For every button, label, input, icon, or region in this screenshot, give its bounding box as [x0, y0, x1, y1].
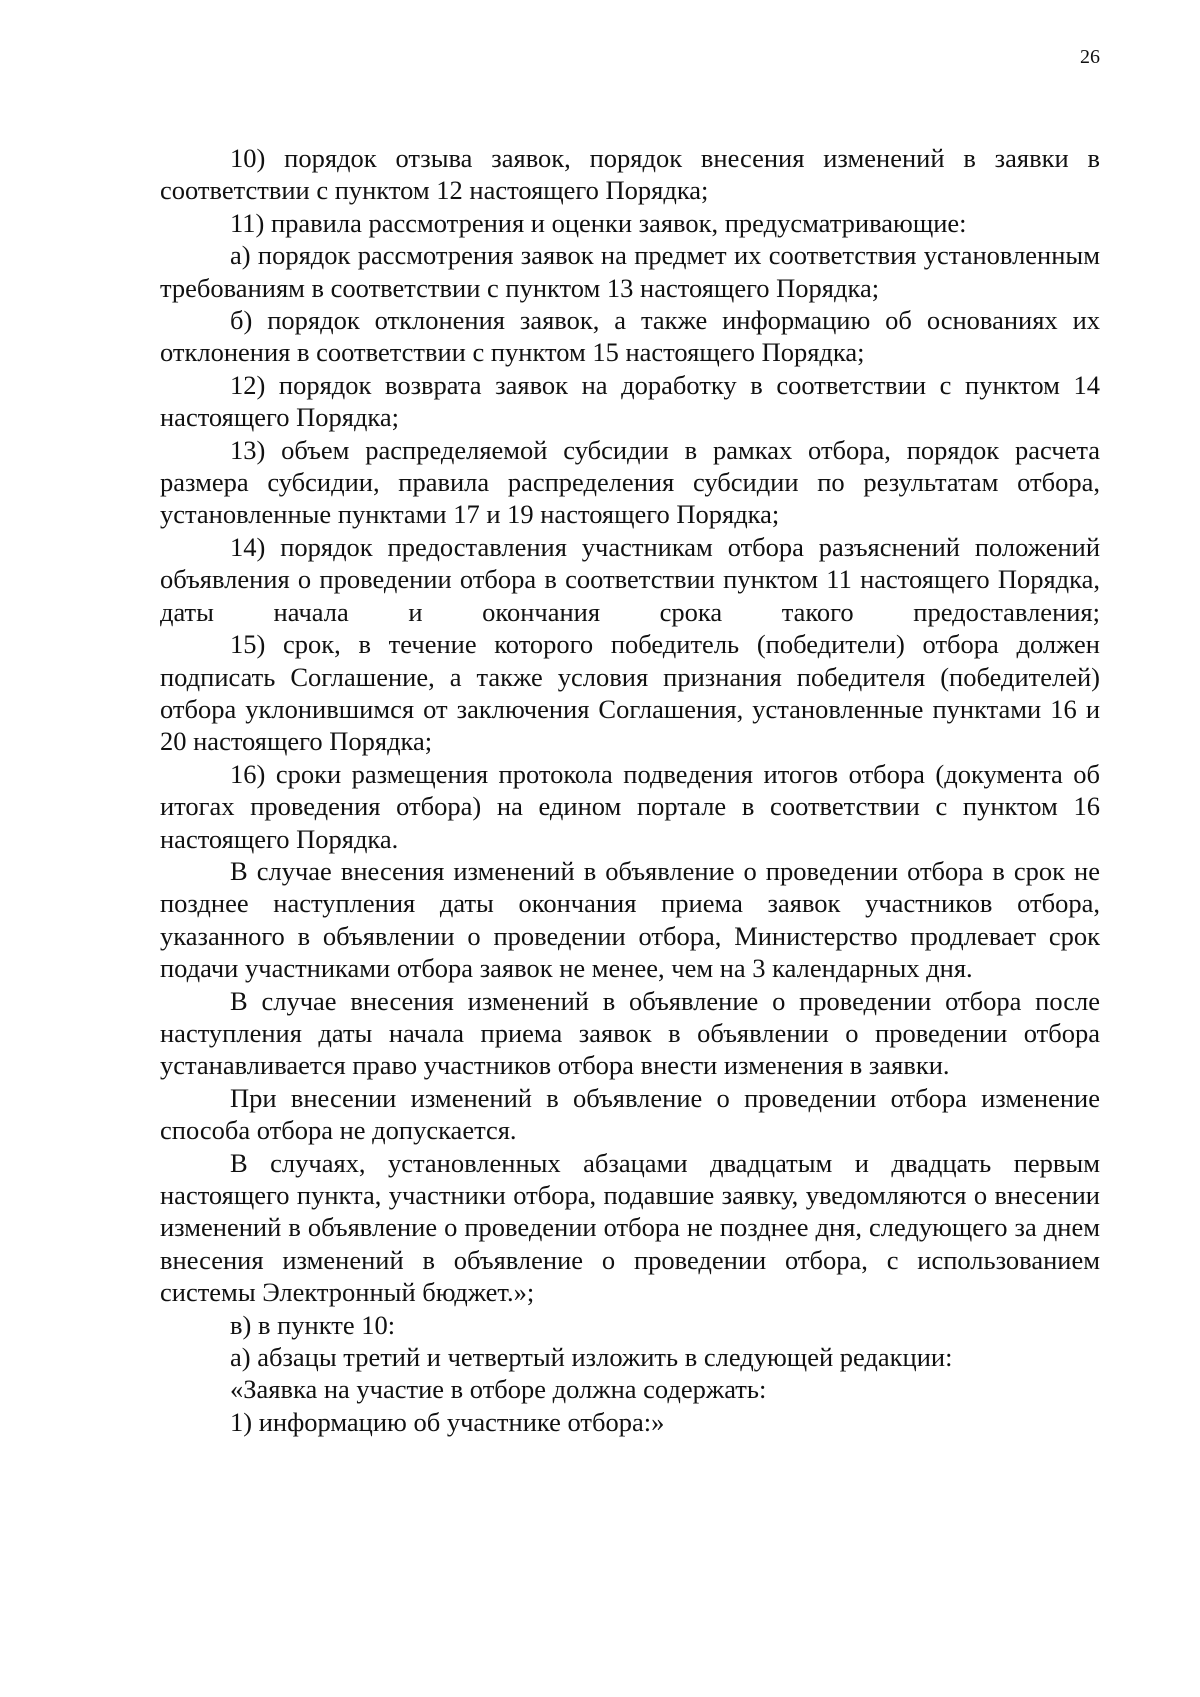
paragraph-item-12: 12) порядок возврата заявок на доработку в соответствии с пунктом 14 настоящего Порядка;	[160, 369, 1100, 433]
paragraph-change-after-start: В случае внесения изменений в объявление о проведении отбора после наступления даты начала приема заявок в объявлении о проведении отбора устанавливается право участников отбора внести изменения в заявки.	[160, 985, 1100, 1081]
paragraph-point-10: в) в пункте 10:	[230, 1309, 396, 1340]
paragraph-notification: В случаях, установленных абзацами двадцатым и двадцать первым настоящего пункта, участники отбора, подавшие заявку, уведомляются о внесении изменений в объявление о проведении отбора не позднее дня, следующего за днем внесения изменений в объявление о проведении отбора, с использованием системы Электронный бюджет.»;	[160, 1147, 1100, 1308]
document-body	[160, 142, 1100, 1438]
paragraph-method-change: При внесении изменений в объявление о проведении отбора изменение способа отбора не допускается.	[160, 1082, 1100, 1146]
page-number: 26	[1080, 46, 1100, 68]
paragraph-participant-info: 1) информацию об участнике отбора:»	[230, 1406, 665, 1437]
paragraph-amendment: а) абзацы третий и четвертый изложить в следующей редакции:	[230, 1342, 953, 1373]
paragraph-subitem-a: а) порядок рассмотрения заявок на предмет их соответствия установленным требованиям в соответствии с пунктом 13 настоящего Порядка;	[160, 240, 1100, 303]
paragraph-item-13: 13) объем распределяемой субсидии в рамках отбора, порядок расчета размера субсидии, правила распределения субсидии по результатам отбора, установленные пунктами 17 и 19 настоящего Порядка;	[160, 434, 1100, 530]
paragraph-item-11: 11) правила рассмотрения и оценки заявок, предусматривающие:	[230, 207, 967, 238]
paragraph-subitem-b: б) порядок отклонения заявок, а также информацию об основаниях их отклонения в соответствии с пунктом 15 настоящего Порядка;	[160, 305, 1100, 368]
paragraph-item-16: 16) сроки размещения протокола подведения итогов отбора (документа об итогах проведения отбора) на едином портале в соответствии с пунктом 16 настоящего Порядка.	[160, 758, 1100, 854]
paragraph-application-content: «Заявка на участие в отборе должна содержать:	[230, 1374, 767, 1405]
paragraph-item-14: 14) порядок предоставления участникам отбора разъяснений положений объявления о проведении отбора в соответствии пунктом 11 настоящего Порядка, даты начала и окончания срока такого предоставления;	[160, 531, 1100, 627]
paragraph-item-15: 15) срок, в течение которого победитель (победители) отбора должен подписать Соглашение, а также условия признания победителя (победителей) отбора уклонившимся от заключения Соглашения, установленные пунктами 16 и 20 настоящего Порядка;	[160, 629, 1100, 757]
paragraph-extension-rule: В случае внесения изменений в объявление о проведении отбора в срок не позднее наступления даты окончания приема заявок участников отбора, указанного в объявлении о проведении отбора, Министерство продлевает срок подачи участниками отбора заявок не менее, чем на 3 календарных дня.	[160, 855, 1100, 984]
paragraph-item-10: 10) порядок отзыва заявок, порядок внесения изменений в заявки в соответствии с пунктом 12 настоящего Порядка;	[160, 143, 1100, 206]
